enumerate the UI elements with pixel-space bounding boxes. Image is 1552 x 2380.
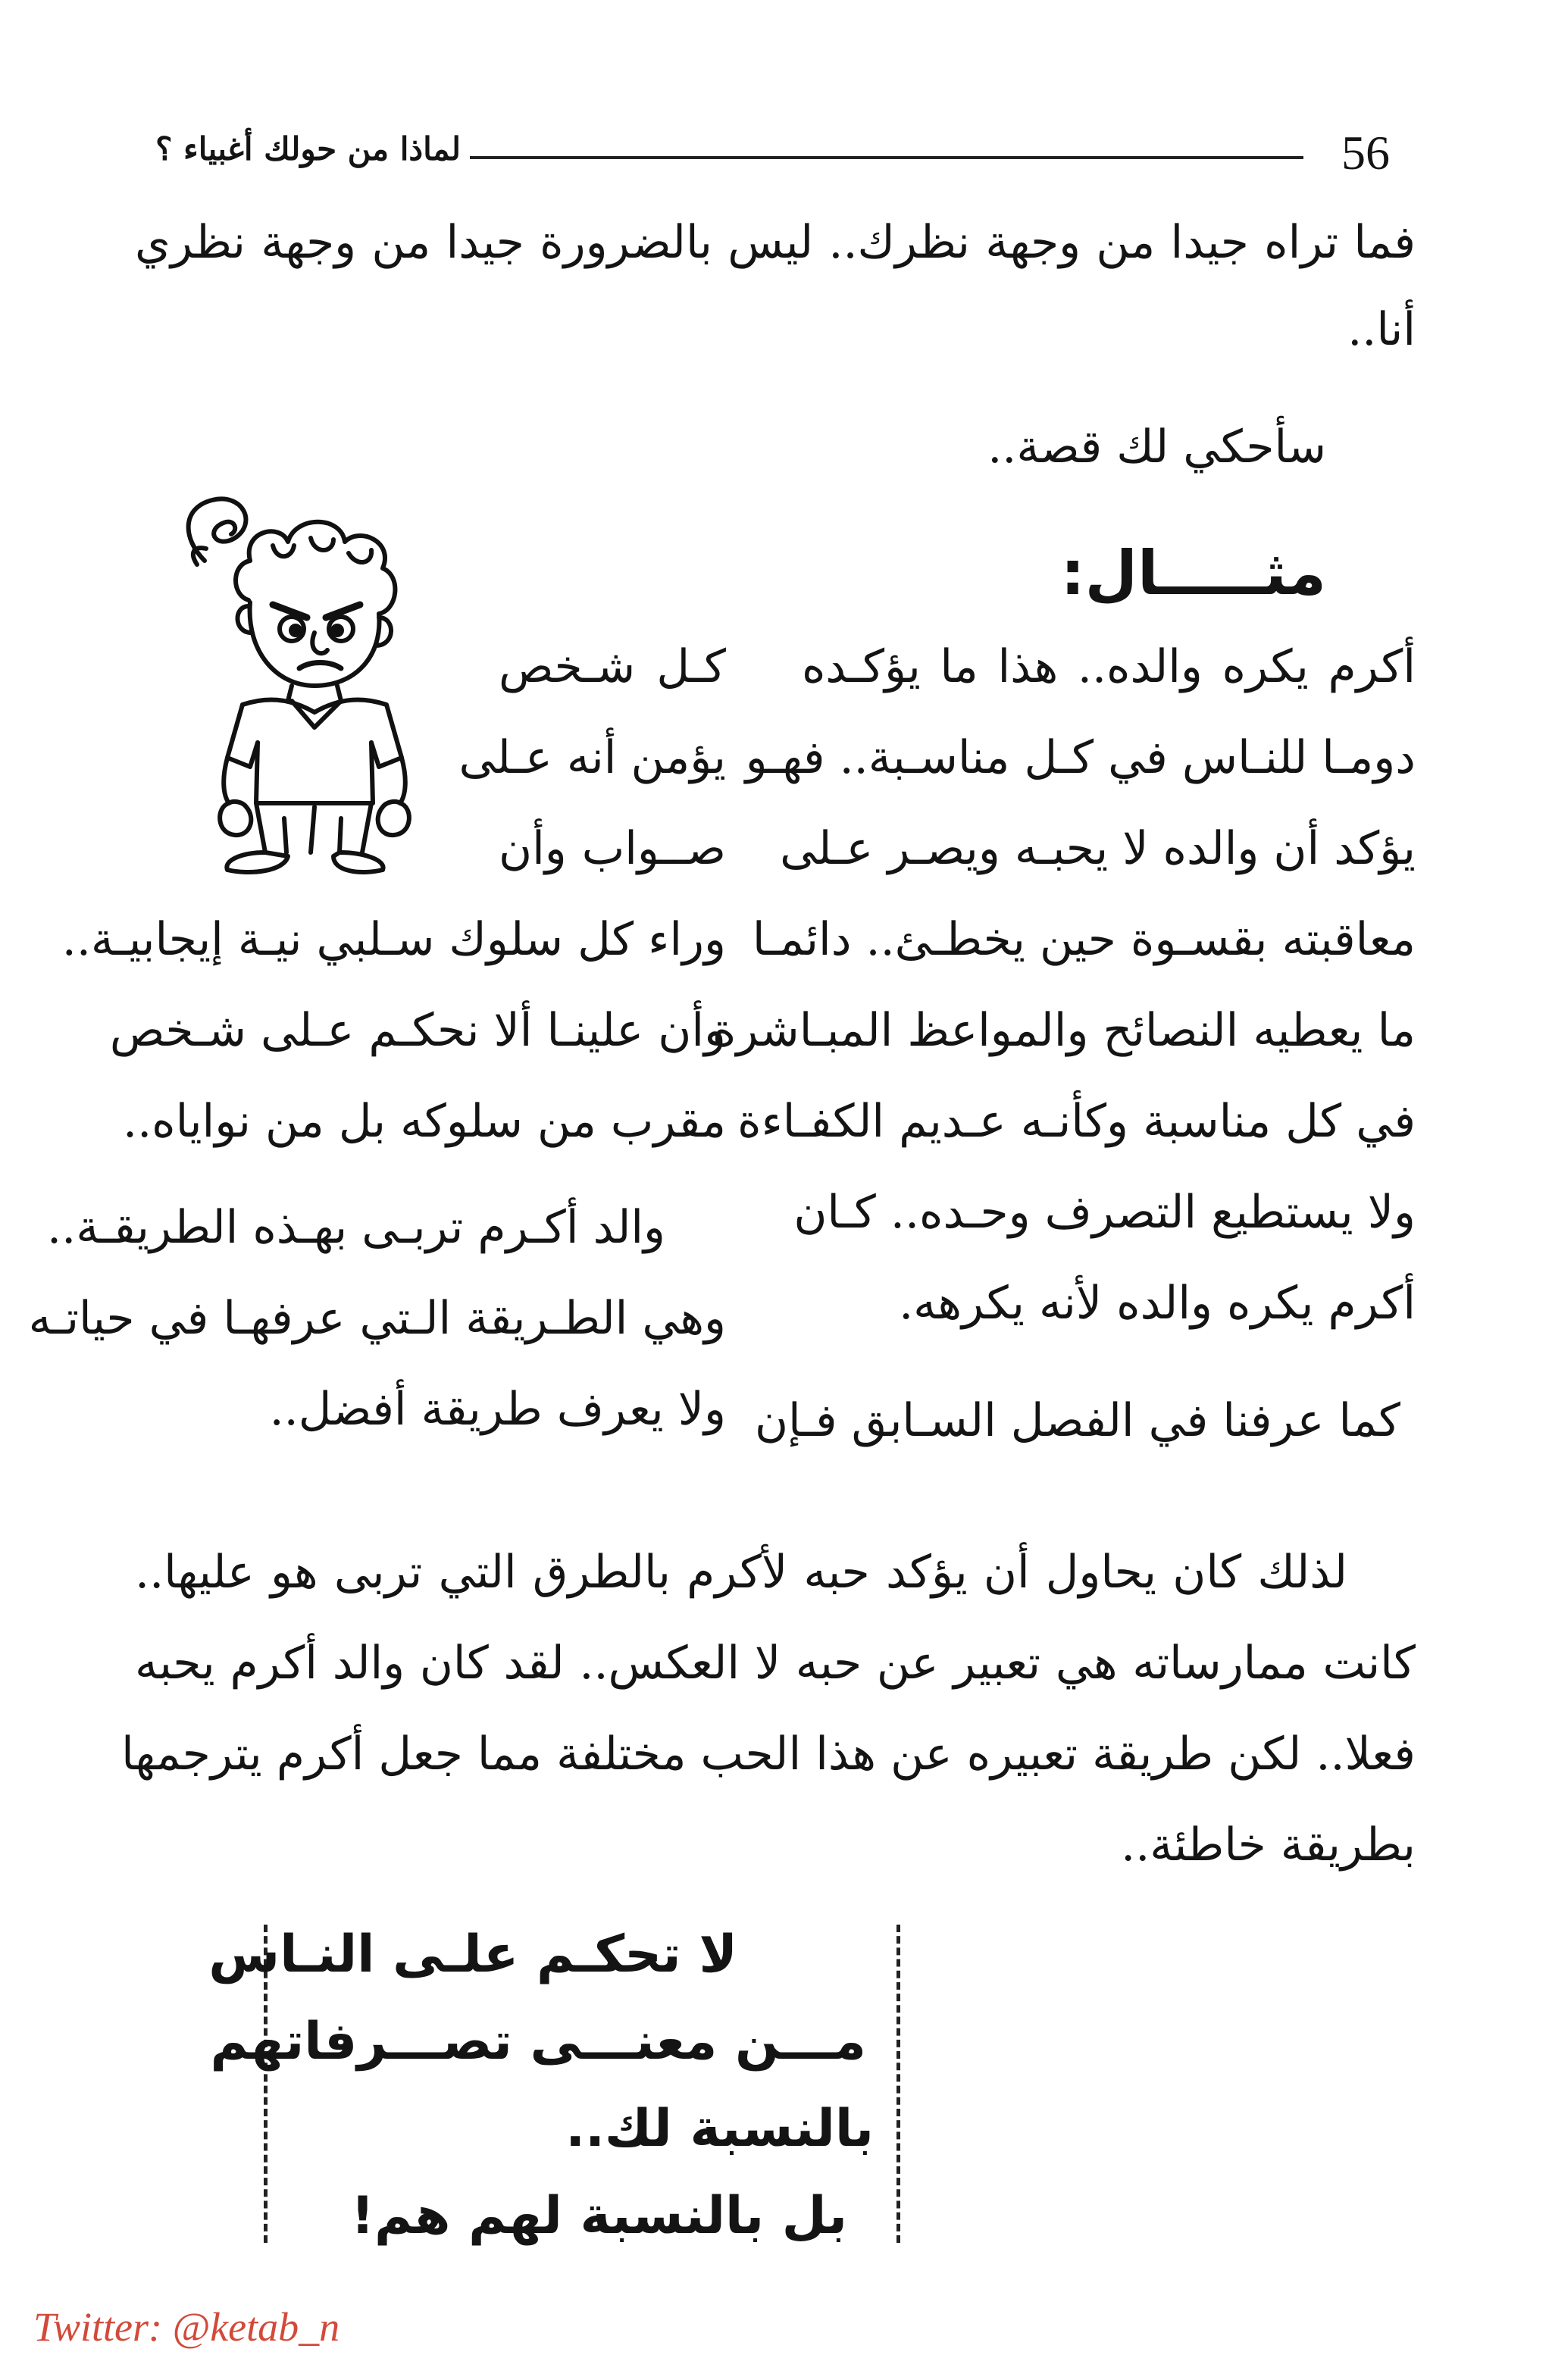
left-column-line: كـل شـخص bbox=[499, 640, 726, 693]
right-column-line: في كل مناسبة وكأنـه عـديم الكفـاءة bbox=[737, 1095, 1416, 1148]
right-column-line: ما يعطيه النصائح والمواعظ المبـاشرة bbox=[712, 1004, 1416, 1057]
left-column-line: وهي الطـريقة الـتي عرفهـا في حياتـه bbox=[28, 1292, 726, 1345]
quote-line: لا تحكـم علـى النـاس bbox=[208, 1925, 737, 1984]
header-rule bbox=[470, 156, 1303, 159]
body-line: كانت ممارساته هي تعبير عن حبه لا العكس.. لقد كان والد أكرم يحبه bbox=[135, 1637, 1416, 1690]
angry-boy-illustration bbox=[152, 470, 455, 879]
right-column-line: ولا يستطيع التصرف وحـده.. كـان bbox=[793, 1186, 1416, 1239]
quote-line: بل بالنسبة لهم هم! bbox=[350, 2186, 847, 2246]
right-column-line: دومـا للنـاس في كـل مناسـبة.. فهـو bbox=[745, 731, 1416, 784]
body-line: بطريقة خاطئة.. bbox=[1121, 1819, 1416, 1872]
twitter-watermark: Twitter: @ketab_n bbox=[33, 2304, 340, 2350]
left-column-line: صــواب وأن bbox=[499, 822, 726, 875]
quote-box bbox=[208, 1925, 900, 2246]
right-column-line: أكرم يكره والده.. هذا ما يؤكـده bbox=[802, 640, 1416, 693]
body-line: فعلا.. لكن طريقة تعبيره عن هذا الحب مختلفة مما جعل أكرم يترجمها bbox=[121, 1728, 1416, 1781]
quote-line: بالنسبة لك.. bbox=[565, 2099, 874, 2159]
body-line: فما تراه جيدا من وجهة نظرك.. ليس بالضرورة جيدا من وجهة نظري bbox=[135, 216, 1416, 269]
left-column-line: ولا يعرف طريقة أفضل.. bbox=[269, 1383, 726, 1436]
running-title: لماذا من حولك أغبياء ؟ bbox=[155, 130, 461, 167]
right-column-line: معاقبته بقسـوة حين يخطـئ.. دائمـا bbox=[752, 913, 1416, 966]
right-column-line: يؤكد أن والده لا يحبـه ويصـر عـلى bbox=[780, 822, 1416, 875]
body-line: أنا.. bbox=[1347, 303, 1416, 356]
page-number: 56 bbox=[1341, 126, 1390, 180]
left-column-line: وأن علينـا ألا نحكـم عـلى شـخص bbox=[109, 1004, 726, 1057]
body-line: لذلك كان يحاول أن يؤكد حبه لأكرم بالطرق التي تربى هو عليها.. bbox=[135, 1546, 1347, 1599]
quote-line: مـــن معنـــى تصـــرفاتهم bbox=[210, 2012, 866, 2072]
right-column-line: أكرم يكره والده لأنه يكرهه. bbox=[899, 1277, 1416, 1330]
story-intro: سأحكي لك قصة.. bbox=[987, 421, 1326, 474]
left-column-line: يؤمن أنه عـلى bbox=[458, 731, 726, 784]
left-column-line: مقرب من سلوكه بل من نواياه.. bbox=[123, 1095, 726, 1148]
left-column-line: والد أكـرم تربـى بهـذه الطريقـة.. bbox=[47, 1201, 665, 1254]
example-heading: مثـــــال: bbox=[1060, 538, 1326, 608]
left-column-line: وراء كل سلوك سـلبي نيـة إيجابيـة.. bbox=[61, 913, 726, 966]
right-column-line: كما عرفنا في الفصل السـابق فـإن bbox=[754, 1394, 1400, 1447]
